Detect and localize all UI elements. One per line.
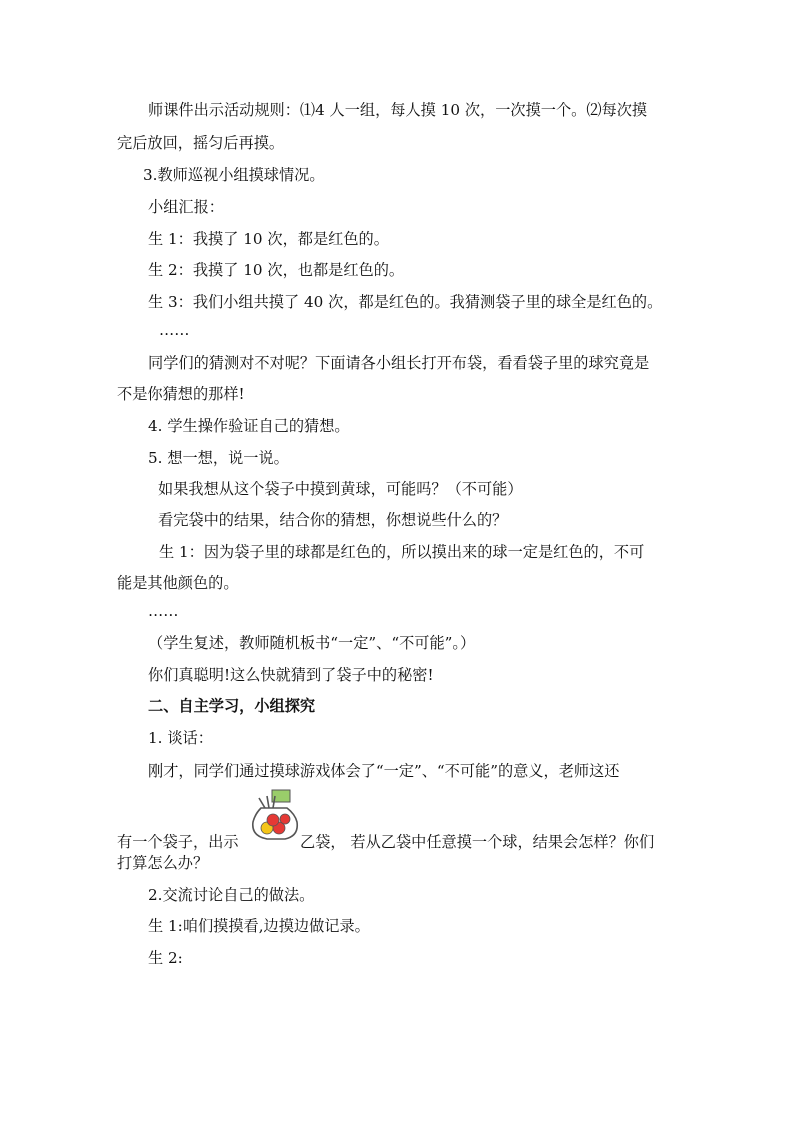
paragraph-line: 师课件出示活动规则：⑴4 人一组，每人摸 10 次，一次摸一个。⑵每次摸 [148, 101, 648, 119]
ellipsis-line: …… [159, 321, 190, 339]
paragraph-line: 5. 想一想，说一说。 [148, 449, 289, 467]
paragraph-line: （学生复述，教师随机板书“一定”、“不可能”。） [148, 634, 476, 652]
paragraph-line: 能是其他颜色的。 [117, 574, 239, 592]
paragraph-line: 同学们的猜测对不对呢？下面请各小组长打开布袋，看看袋子里的球究竟是 [148, 354, 650, 372]
paragraph-line: 1. 谈话： [148, 729, 213, 747]
ellipsis-line: …… [148, 602, 179, 620]
paragraph-line: 生 2: [148, 949, 183, 967]
paragraph-line: 刚才，同学们通过摸球游戏体会了“一定”、“不可能”的意义，老师这还 [148, 762, 620, 780]
paragraph-line: 生 1：我摸了 10 次，都是红色的。 [148, 230, 389, 248]
paragraph-line: 3.教师巡视小组摸球情况。 [143, 166, 325, 184]
paragraph-line: 你们真聪明!这么快就猜到了袋子中的秘密! [148, 666, 434, 684]
paragraph-line: 看完袋中的结果，结合你的猜想，你想说些什么的？ [158, 511, 508, 529]
paragraph-line: 打算怎么办？ [117, 854, 209, 872]
paragraph-line: 如果我想从这个袋子中摸到黄球，可能吗？（不可能） [158, 480, 523, 498]
bag-line-before: 有一个袋子，出示 [117, 833, 239, 851]
paragraph-line: 完后放回，摇匀后再摸。 [117, 134, 285, 152]
bag-of-balls-icon [245, 788, 303, 842]
paragraph-line: 生 1:咱们摸摸看,边摸边做记录。 [148, 917, 370, 935]
paragraph-line: 不是你猜想的那样! [117, 385, 245, 403]
paragraph-line: 生 2：我摸了 10 次，也都是红色的。 [148, 261, 405, 279]
paragraph-line: 4. 学生操作验证自己的猜想。 [148, 417, 350, 435]
bag-line-after: 乙袋， 若从乙袋中任意摸一个球，结果会怎样？你们 [300, 833, 655, 851]
paragraph-line: 小组汇报： [148, 198, 224, 216]
section-heading: 二、自主学习，小组探究 [148, 697, 316, 715]
paragraph-line: 生 3：我们小组共摸了 40 次，都是红色的。我猜测袋子里的球全是红色的。 [148, 293, 663, 311]
paragraph-line: 生 1：因为袋子里的球都是红色的，所以摸出来的球一定是红色的，不可 [159, 543, 645, 561]
paragraph-line: 2.交流讨论自己的做法。 [148, 886, 315, 904]
